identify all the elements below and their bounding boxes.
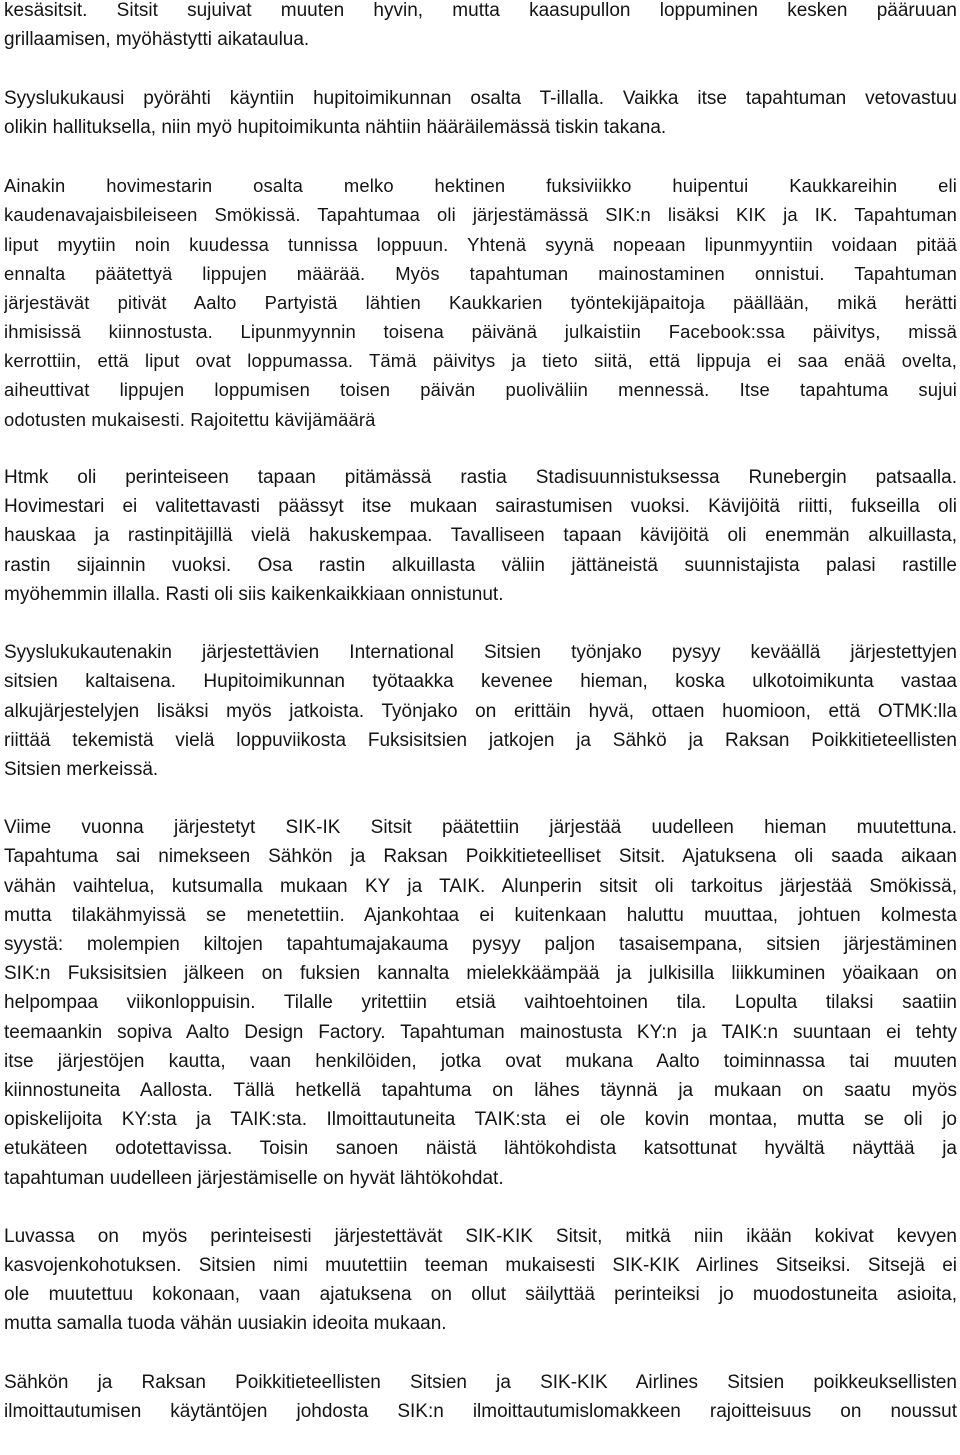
text-line: syystä: molempien kiltojen tapahtumajakauma pysyy paljon tasaisempana, sitsien järjestäminen [4, 934, 957, 955]
text-line: Hovimestari ei valitettavasti päässyt itse mukaan sairastumisen vuoksi. Kävijöitä riitti, fukseilla oli [4, 496, 957, 518]
text-line: Syyslukukautenakin järjestettävien International Sitsien työnjako pysyy keväällä järjestettyjen [4, 642, 957, 664]
text-line: liput myytiin noin kuudessa tunnissa loppuun. Yhtenä syynä nopeaan lipunmyyntiin voidaan pitää [4, 233, 957, 255]
paragraph [4, 1368, 957, 1426]
text-line: Syyslukukausi pyörähti käyntiin hupitoimikunnan osalta T-illalla. Vaikka itse tapahtuman vetovastuu [4, 87, 957, 109]
text-line: ilmoittautumisen käytäntöjen johdosta SIK:n ilmoittautumislomakkeen rajoitteisuus on noussut [4, 1401, 957, 1422]
paragraph [4, 171, 957, 434]
text-line: Sitsien merkeissä. [4, 758, 159, 780]
text-line: tapahtuman uudelleen järjestämiselle on hyvät lähtökohdat. [4, 1167, 504, 1189]
text-line: järjestävät pitivät Aalto Partyistä lähtien Kaukkarien työntekijäpaitoja päällään, mikä herätti [4, 291, 957, 313]
paragraph [4, 813, 957, 1192]
paragraph [4, 638, 957, 784]
text-line: kaudenavajaisbileiseen Smökissä. Tapahtumaa oli järjestämässä SIK:n lisäksi KIK ja IK. Tapahtuman [4, 204, 957, 226]
text-line: itse järjestöjen kautta, vaan henkilöiden, jotka ovat mukana Aalto toiminnassa tai muuten [4, 1050, 957, 1072]
document-body [4, 0, 957, 1455]
text-line: odotusten mukaisesti. Rajoitettu kävijämäärä [4, 408, 376, 430]
text-line: ennalta päätettyä lippujen määrää. Myös tapahtuman mainostaminen onnistui. Tapahtuman [4, 262, 957, 284]
text-line: kesäsitsit. Sitsit sujuivat muuten hyvin, mutta kaasupullon loppuminen kesken pääruuan [4, 0, 957, 21]
text-line: hauskaa ja rastinpitäjillä vielä hakuskempaa. Tavalliseen tapaan kävijöitä oli enemmän alkuillasta, [4, 525, 957, 547]
text-line: Tapahtuma sai nimekseen Sähkön ja Raksan Poikkitieteelliset Sitsit. Ajatuksena oli saada aikaan [4, 846, 957, 868]
text-line: rastin sijainnin vuoksi. Osa rastin alkuillasta väliin jättäneistä suunnistajista palasi rastille [4, 554, 957, 576]
text-line: sitsien kaltaisena. Hupitoimikunnan työtaakka kevenee hieman, koska ulkotoimikunta vastaa [4, 671, 957, 693]
text-line: grillaamisen, myöhästytti aikataulua. [4, 29, 310, 51]
text-line: ole muutettuu kokonaan, vaan ajatuksena on ollut säilyttää perinteiksi jo muodostuneita asioita, [4, 1284, 957, 1306]
text-line: riittää tekemistä vielä loppuviikosta Fuksisitsien jatkojen ja Sähkö ja Raksan Poikkitieteellisten [4, 729, 957, 751]
text-line: olikin hallituksella, niin myö hupitoimikunta nähtiin hääräilemässä tiskin takana. [4, 116, 667, 138]
text-line: ihmisissä kiinnostusta. Lipunmyynnin toisena päivänä julkaistiin Facebook:ssa päivitys, missä [4, 321, 957, 343]
paragraph [4, 0, 957, 54]
text-line: kasvojenkohotuksen. Sitsien nimi muutettiin teeman mukaisesti SIK-KIK Airlines Sitseiksi. Sitsejä ei [4, 1255, 957, 1277]
paragraph [4, 463, 957, 609]
text-line: aiheuttivat lippujen loppumisen toisen päivän puoliväliin mennessä. Itse tapahtuma sujui [4, 379, 957, 401]
text-line: myöhemmin illalla. Rasti oli siis kaikenkaikkiaan onnistunut. [4, 583, 504, 605]
text-line: SIK:n Fuksisitsien jälkeen on fuksien kannalta mielekkäämpää ja julkisilla liikkuminen yöaikaan on [4, 963, 957, 985]
text-line: alkujärjestelyjen lisäksi myös jatkoista. Työnjako on erittäin hyvä, ottaen huomioon, että OTMK:lla [4, 700, 957, 722]
paragraph [4, 84, 957, 142]
text-line: Luvassa on myös perinteisesti järjestettävät SIK-KIK Sitsit, mitkä niin ikään kokivat kevyen [4, 1225, 957, 1247]
text-line: mutta tilakähmyissä se menetettiin. Ajankohtaa ei kuitenkaan haluttu muuttaa, johtuen kolmesta [4, 904, 957, 926]
text-line: etukäteen odotettavissa. Toisin sanoen näistä lähtökohdista katsottunat hyvältä näyttää ja [4, 1138, 957, 1160]
text-line: Viime vuonna järjestetyt SIK-IK Sitsit päätettiin järjestää uudelleen hieman muutettuna. [4, 817, 957, 839]
text-line: helpompaa viikonloppuisin. Tilalle yritettiin etsiä vaihtoehtoinen tila. Lopulta tilaksi saatiin [4, 992, 957, 1014]
text-line: Ainakin hovimestarin osalta melko hektinen fuksiviikko huipentui Kaukkareihin eli [4, 175, 957, 197]
text-line: kerrottiin, että liput ovat loppumassa. Tämä päivitys ja tieto siitä, että lippuja ei saa enää ovelta, [4, 350, 957, 372]
text-line: Sähkön ja Raksan Poikkitieteellisten Sitsien ja SIK-KIK Airlines Sitsien poikkeuksellisten [4, 1371, 957, 1393]
text-line: opiskelijoita KY:sta ja TAIK:sta. Ilmoittautuneita TAIK:sta ei ole kovin montaa, mutta se oli jo [4, 1109, 957, 1131]
text-line: kiinnostuneita Aallosta. Tällä hetkellä tapahtuma on lähes täynnä ja mukaan on saatu myös [4, 1079, 957, 1101]
text-line: Htmk oli perinteiseen tapaan pitämässä rastia Stadisuunnistuksessa Runebergin patsaalla. [4, 467, 957, 488]
paragraph [4, 1222, 957, 1339]
text-line: teemaankin sopiva Aalto Design Factory. Tapahtuman mainostusta KY:n ja TAIK:n suuntaan ei tehty [4, 1021, 957, 1043]
text-line: vähän vaihtelua, kutsumalla mukaan KY ja TAIK. Alunperin sitsit oli tarkoitus järjestää Smökissä, [4, 875, 957, 897]
text-line: mutta samalla tuoda vähän uusiakin ideoita mukaan. [4, 1313, 447, 1335]
